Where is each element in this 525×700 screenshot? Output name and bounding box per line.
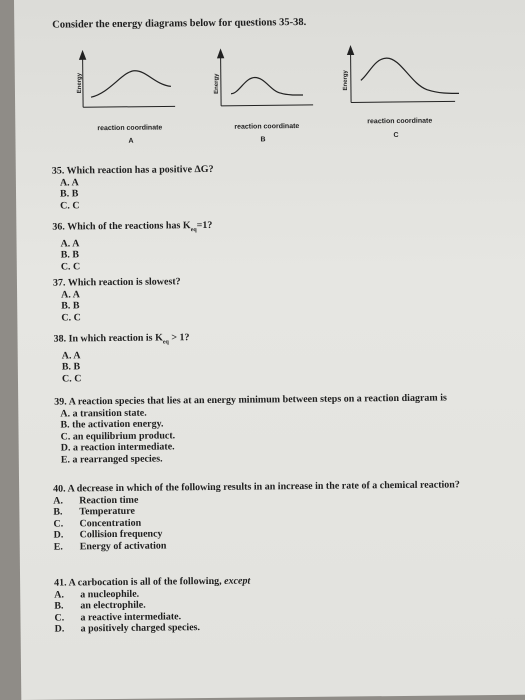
- energy-diagrams: [54, 39, 485, 113]
- question-text-post: > 1?: [168, 332, 190, 344]
- energy-axis-label-b: Energy: [213, 73, 220, 94]
- question-text-pre: In which reaction is K: [68, 332, 163, 345]
- energy-axis-label-a: Energy: [76, 72, 83, 94]
- option-c[interactable]: C. Concentration: [53, 517, 142, 530]
- question-text: Which reaction has a positive ΔG?: [66, 163, 214, 177]
- diagram-letter-a: A: [128, 137, 134, 145]
- option-a[interactable]: A. A: [60, 237, 80, 250]
- option-d[interactable]: D. Collision frequency: [53, 528, 163, 541]
- question-text: A decrease in which of the following results in an increase in the rate of a chemical reaction?: [67, 479, 460, 495]
- diagram-c: [348, 45, 460, 102]
- question-41: [54, 576, 251, 636]
- energy-curve-a: [91, 70, 171, 97]
- question-39: [54, 392, 447, 465]
- question-text: Which reaction is slowest?: [67, 276, 181, 289]
- question-number: 40.: [53, 483, 66, 495]
- option-c[interactable]: C. C: [60, 199, 80, 212]
- keq-subscript: eq: [190, 227, 197, 234]
- question-40: [53, 479, 460, 552]
- option-a[interactable]: A. Reaction time: [53, 494, 139, 507]
- reaction-coordinate-label-b: reaction coordinate: [234, 123, 300, 131]
- option-a[interactable]: A. A: [59, 176, 79, 189]
- option-c[interactable]: C. C: [60, 260, 81, 273]
- diagram-a: [80, 50, 176, 107]
- page-header: Consider the energy diagrams below for questions 35-38.: [52, 16, 307, 31]
- option-e[interactable]: E. Energy of activation: [53, 539, 167, 553]
- question-text: A reaction species that lies at an energy minimum between steps on a reaction diagram is: [68, 392, 447, 408]
- option-d[interactable]: D. a reaction intermediate.: [60, 441, 175, 454]
- question-38: [53, 332, 190, 384]
- energy-curve-b: [231, 77, 303, 96]
- option-b[interactable]: B. the activation energy.: [60, 418, 164, 431]
- option-c[interactable]: C. C: [61, 311, 81, 324]
- option-a[interactable]: A. a transition state.: [60, 407, 147, 420]
- option-a[interactable]: A. A: [61, 349, 81, 362]
- question-number: 39.: [54, 396, 67, 408]
- question-emphasis: except: [224, 575, 251, 587]
- option-c[interactable]: C. C: [61, 372, 82, 385]
- option-b[interactable]: B. B: [60, 249, 80, 261]
- option-a[interactable]: A. A: [61, 288, 81, 301]
- question-text-post: =1?: [196, 219, 213, 232]
- worksheet-page: [14, 0, 525, 700]
- question-number: 38.: [53, 333, 67, 345]
- question-number: 36.: [52, 221, 65, 233]
- question-35: [52, 164, 214, 212]
- option-b[interactable]: B. B: [61, 300, 80, 312]
- question-number: 41.: [54, 577, 67, 589]
- option-b[interactable]: B. B: [61, 361, 81, 373]
- question-text-pre: Which of the reactions has K: [67, 220, 191, 233]
- option-b[interactable]: B. B: [59, 188, 79, 200]
- energy-curve-c: [361, 57, 459, 94]
- question-36: [52, 220, 212, 273]
- option-b[interactable]: B. an electrophile.: [54, 599, 146, 612]
- option-d[interactable]: D. a positively charged species.: [54, 622, 201, 635]
- question-number: 35.: [51, 165, 65, 177]
- reaction-coordinate-label-c: reaction coordinate: [367, 117, 433, 126]
- reaction-coordinate-label-a: reaction coordinate: [97, 124, 163, 133]
- diagram-b: [218, 49, 314, 106]
- option-b[interactable]: B. Temperature: [53, 505, 135, 518]
- question-text-pre: A carbocation is all of the following,: [68, 575, 222, 589]
- question-number: 37.: [52, 277, 66, 289]
- option-c[interactable]: C. a reactive intermediate.: [54, 610, 182, 624]
- keq-subscript: eq: [162, 339, 169, 346]
- diagram-letter-b: B: [260, 136, 266, 144]
- option-c[interactable]: C. an equilibrium product.: [60, 429, 176, 443]
- option-a[interactable]: A. a nucleophile.: [54, 588, 140, 601]
- energy-axis-label-c: Energy: [342, 70, 349, 91]
- diagram-letter-c: C: [393, 131, 399, 140]
- question-37: [53, 276, 181, 323]
- option-e[interactable]: E. a rearranged species.: [60, 452, 163, 466]
